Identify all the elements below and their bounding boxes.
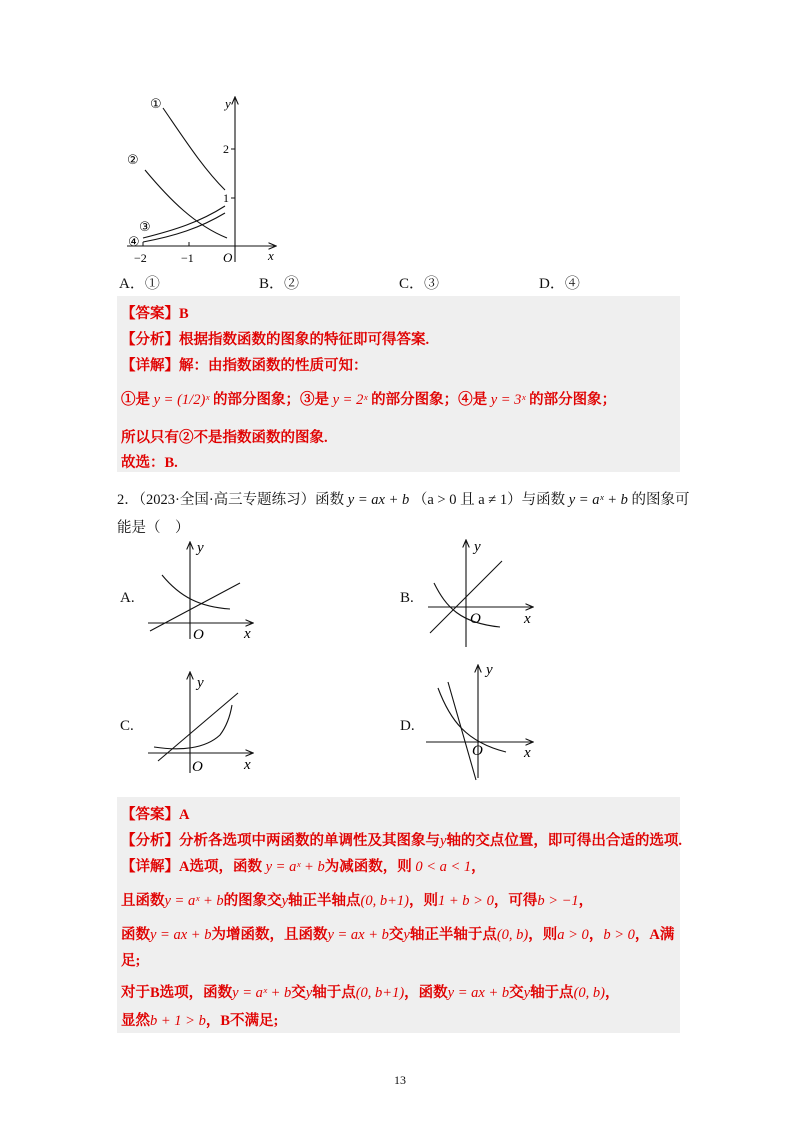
- analysis-math: y: [440, 833, 447, 849]
- q1-option-a[interactable]: A．①: [119, 276, 160, 292]
- d3-m1: y = ax + b: [150, 927, 212, 943]
- q2-graph-b: [420, 535, 550, 647]
- detail-line6: 故选：B.: [121, 455, 178, 471]
- q2-graph-a: [140, 535, 270, 647]
- d1-c: ，: [471, 859, 486, 875]
- x-label: x: [524, 745, 531, 761]
- detail-line4-b: 的部分图象；③是: [213, 392, 329, 408]
- d1-m1: y = aˣ + b: [265, 859, 325, 875]
- y-axis-label: y: [225, 96, 231, 111]
- q1-answer-block: [117, 296, 680, 472]
- d5-c: 轴于点: [312, 985, 356, 1001]
- d3-d: 轴正半轴于点: [409, 927, 497, 943]
- origin-label: O: [223, 250, 233, 265]
- d2-d: ，则: [409, 893, 438, 909]
- d2-m5: b > −1: [537, 893, 579, 909]
- d3-m6: b > 0: [603, 927, 635, 943]
- x-tick-neg2: −2: [134, 251, 147, 265]
- d5-m4: y = ax + b: [447, 985, 510, 1001]
- analysis-text-a: 分析各选项中两函数的单调性及其图象与: [179, 833, 440, 849]
- detail-line4-d: 的部分图象；: [529, 392, 617, 408]
- answer-value: A: [179, 807, 190, 823]
- x-label: x: [244, 757, 251, 773]
- d2-c: 轴正半轴点: [288, 893, 361, 909]
- curve-4: [143, 213, 225, 242]
- d2-e: ，可得: [493, 893, 538, 909]
- q2-stem-line2: 能是（ ）: [117, 520, 190, 536]
- analysis-text: 根据指数函数的图象的特征即可得答案.: [179, 332, 430, 348]
- curve-label-4: ④: [128, 235, 140, 250]
- math-2-power-x: y = 2ˣ: [332, 392, 368, 408]
- origin-label: O: [472, 743, 483, 759]
- d2-m1: y = aˣ + b: [164, 893, 224, 909]
- analysis-tag: 【分析】: [121, 332, 179, 348]
- math-3-power-x: y = 3ˣ: [490, 392, 526, 408]
- d1-b: 为减函数，则: [324, 859, 412, 875]
- curve-label-3: ③: [139, 220, 151, 235]
- q2-option-c[interactable]: C.: [120, 718, 134, 734]
- d3-m2: y = ax + b: [327, 927, 389, 943]
- d2-m4: 1 + b > 0: [438, 893, 494, 909]
- detail-tag: 【详解】: [121, 358, 179, 374]
- q2-option-d[interactable]: D.: [400, 718, 415, 734]
- d5-e: 交: [509, 985, 524, 1001]
- d6-m1: b + 1 > b: [150, 1013, 206, 1029]
- d5-b: 交: [291, 985, 306, 1001]
- y-label: y: [486, 662, 493, 678]
- q2-answer-block: [117, 797, 683, 1033]
- q2-option-b[interactable]: B.: [400, 590, 414, 606]
- d5-a: 对于B选项，函数: [121, 985, 233, 1001]
- d5-m6: (0, b): [573, 985, 605, 1001]
- curve-1: [163, 108, 225, 190]
- d5-m1: y = aˣ + b: [232, 985, 292, 1001]
- origin-label: O: [192, 759, 203, 775]
- d5-f: 轴于点: [530, 985, 574, 1001]
- math-half-power-x: y = (1/2)ˣ: [153, 392, 210, 408]
- q2-stem-part2: （a > 0 且 a ≠ 1）与函数: [412, 492, 566, 508]
- d6-a: 显然: [121, 1013, 150, 1029]
- q2-stem-part1: 2．（2023·全国·高三专题练习）函数: [117, 492, 345, 508]
- d1-a: A选项，函数: [179, 859, 262, 875]
- analysis-text-b: 轴的交点位置，即可得出合适的选项.: [446, 833, 683, 849]
- x-axis-label: x: [268, 248, 274, 263]
- q2-stem-math1: y = ax + b: [347, 492, 410, 508]
- curve-label-1: ①: [150, 97, 162, 112]
- y-label: y: [197, 540, 204, 556]
- detail-line4-c: 的部分图象；④是: [371, 392, 488, 408]
- d2-f: ，: [578, 893, 594, 909]
- q1-exponential-graph: [115, 90, 285, 268]
- answer-tag: 【答案】: [121, 306, 179, 322]
- x-label: x: [244, 626, 251, 642]
- d3-b: 为增函数，且函数: [211, 927, 328, 943]
- origin-label: O: [470, 611, 481, 627]
- y-label: y: [197, 675, 204, 691]
- origin-label: O: [193, 627, 204, 643]
- curve-label-2: ②: [127, 153, 139, 168]
- q2-graph-c: [140, 665, 270, 777]
- y-tick-2: 2: [223, 142, 229, 156]
- answer-value: B: [179, 306, 189, 322]
- d2-b: 的图象交: [223, 893, 282, 909]
- x-label: x: [524, 611, 531, 627]
- q2-stem-part3: 的图象可: [631, 492, 690, 508]
- analysis-tag: 【分析】: [121, 833, 179, 849]
- d2-m2: y: [281, 893, 289, 909]
- q1-option-d[interactable]: D．④: [539, 276, 580, 292]
- d3-f: ，: [588, 927, 604, 943]
- d2-m3: (0, b+1): [360, 893, 409, 909]
- y-label: y: [474, 539, 481, 555]
- x-tick-neg1: −1: [181, 251, 194, 265]
- d1-m2: 0 < a < 1: [415, 859, 472, 875]
- q2-option-a[interactable]: A.: [120, 590, 135, 606]
- y-tick-1: 1: [223, 191, 229, 205]
- d3-a: 函数: [121, 927, 150, 943]
- d4: 足;: [121, 953, 141, 969]
- d5-d: ，函数: [404, 985, 448, 1001]
- d5-m3: (0, b+1): [355, 985, 405, 1001]
- detail-text: 解：由指数函数的性质可知：: [179, 358, 368, 374]
- d5-m2: y: [305, 985, 313, 1001]
- detail-line5: 所以只有②不是指数函数的图象.: [121, 430, 328, 446]
- q1-option-c[interactable]: C．③: [399, 276, 440, 292]
- q2-stem-math2: y = aˣ + b: [568, 492, 628, 508]
- d3-g: ，A满: [634, 927, 675, 943]
- q2-graph-d: [420, 660, 550, 780]
- d6-b: ，B不满足;: [205, 1013, 279, 1029]
- q2-stem-line1: [117, 488, 689, 509]
- detail-tag: 【详解】: [121, 859, 179, 875]
- detail-line4-a: ①是: [121, 392, 150, 408]
- d3-c: 交: [388, 927, 404, 943]
- d3-m4: (0, b): [496, 927, 529, 943]
- d2-a: 且函数: [121, 893, 165, 909]
- d3-m5: a > 0: [557, 927, 589, 943]
- answer-tag: 【答案】: [121, 807, 179, 823]
- d5-g: ，: [604, 985, 620, 1001]
- d3-e: ，则: [528, 927, 558, 943]
- q1-option-b[interactable]: B．②: [259, 276, 300, 292]
- curve-2: [145, 170, 227, 238]
- page-number: 13: [394, 1073, 406, 1087]
- d3-m3: y: [403, 927, 410, 943]
- d5-m5: y: [523, 985, 531, 1001]
